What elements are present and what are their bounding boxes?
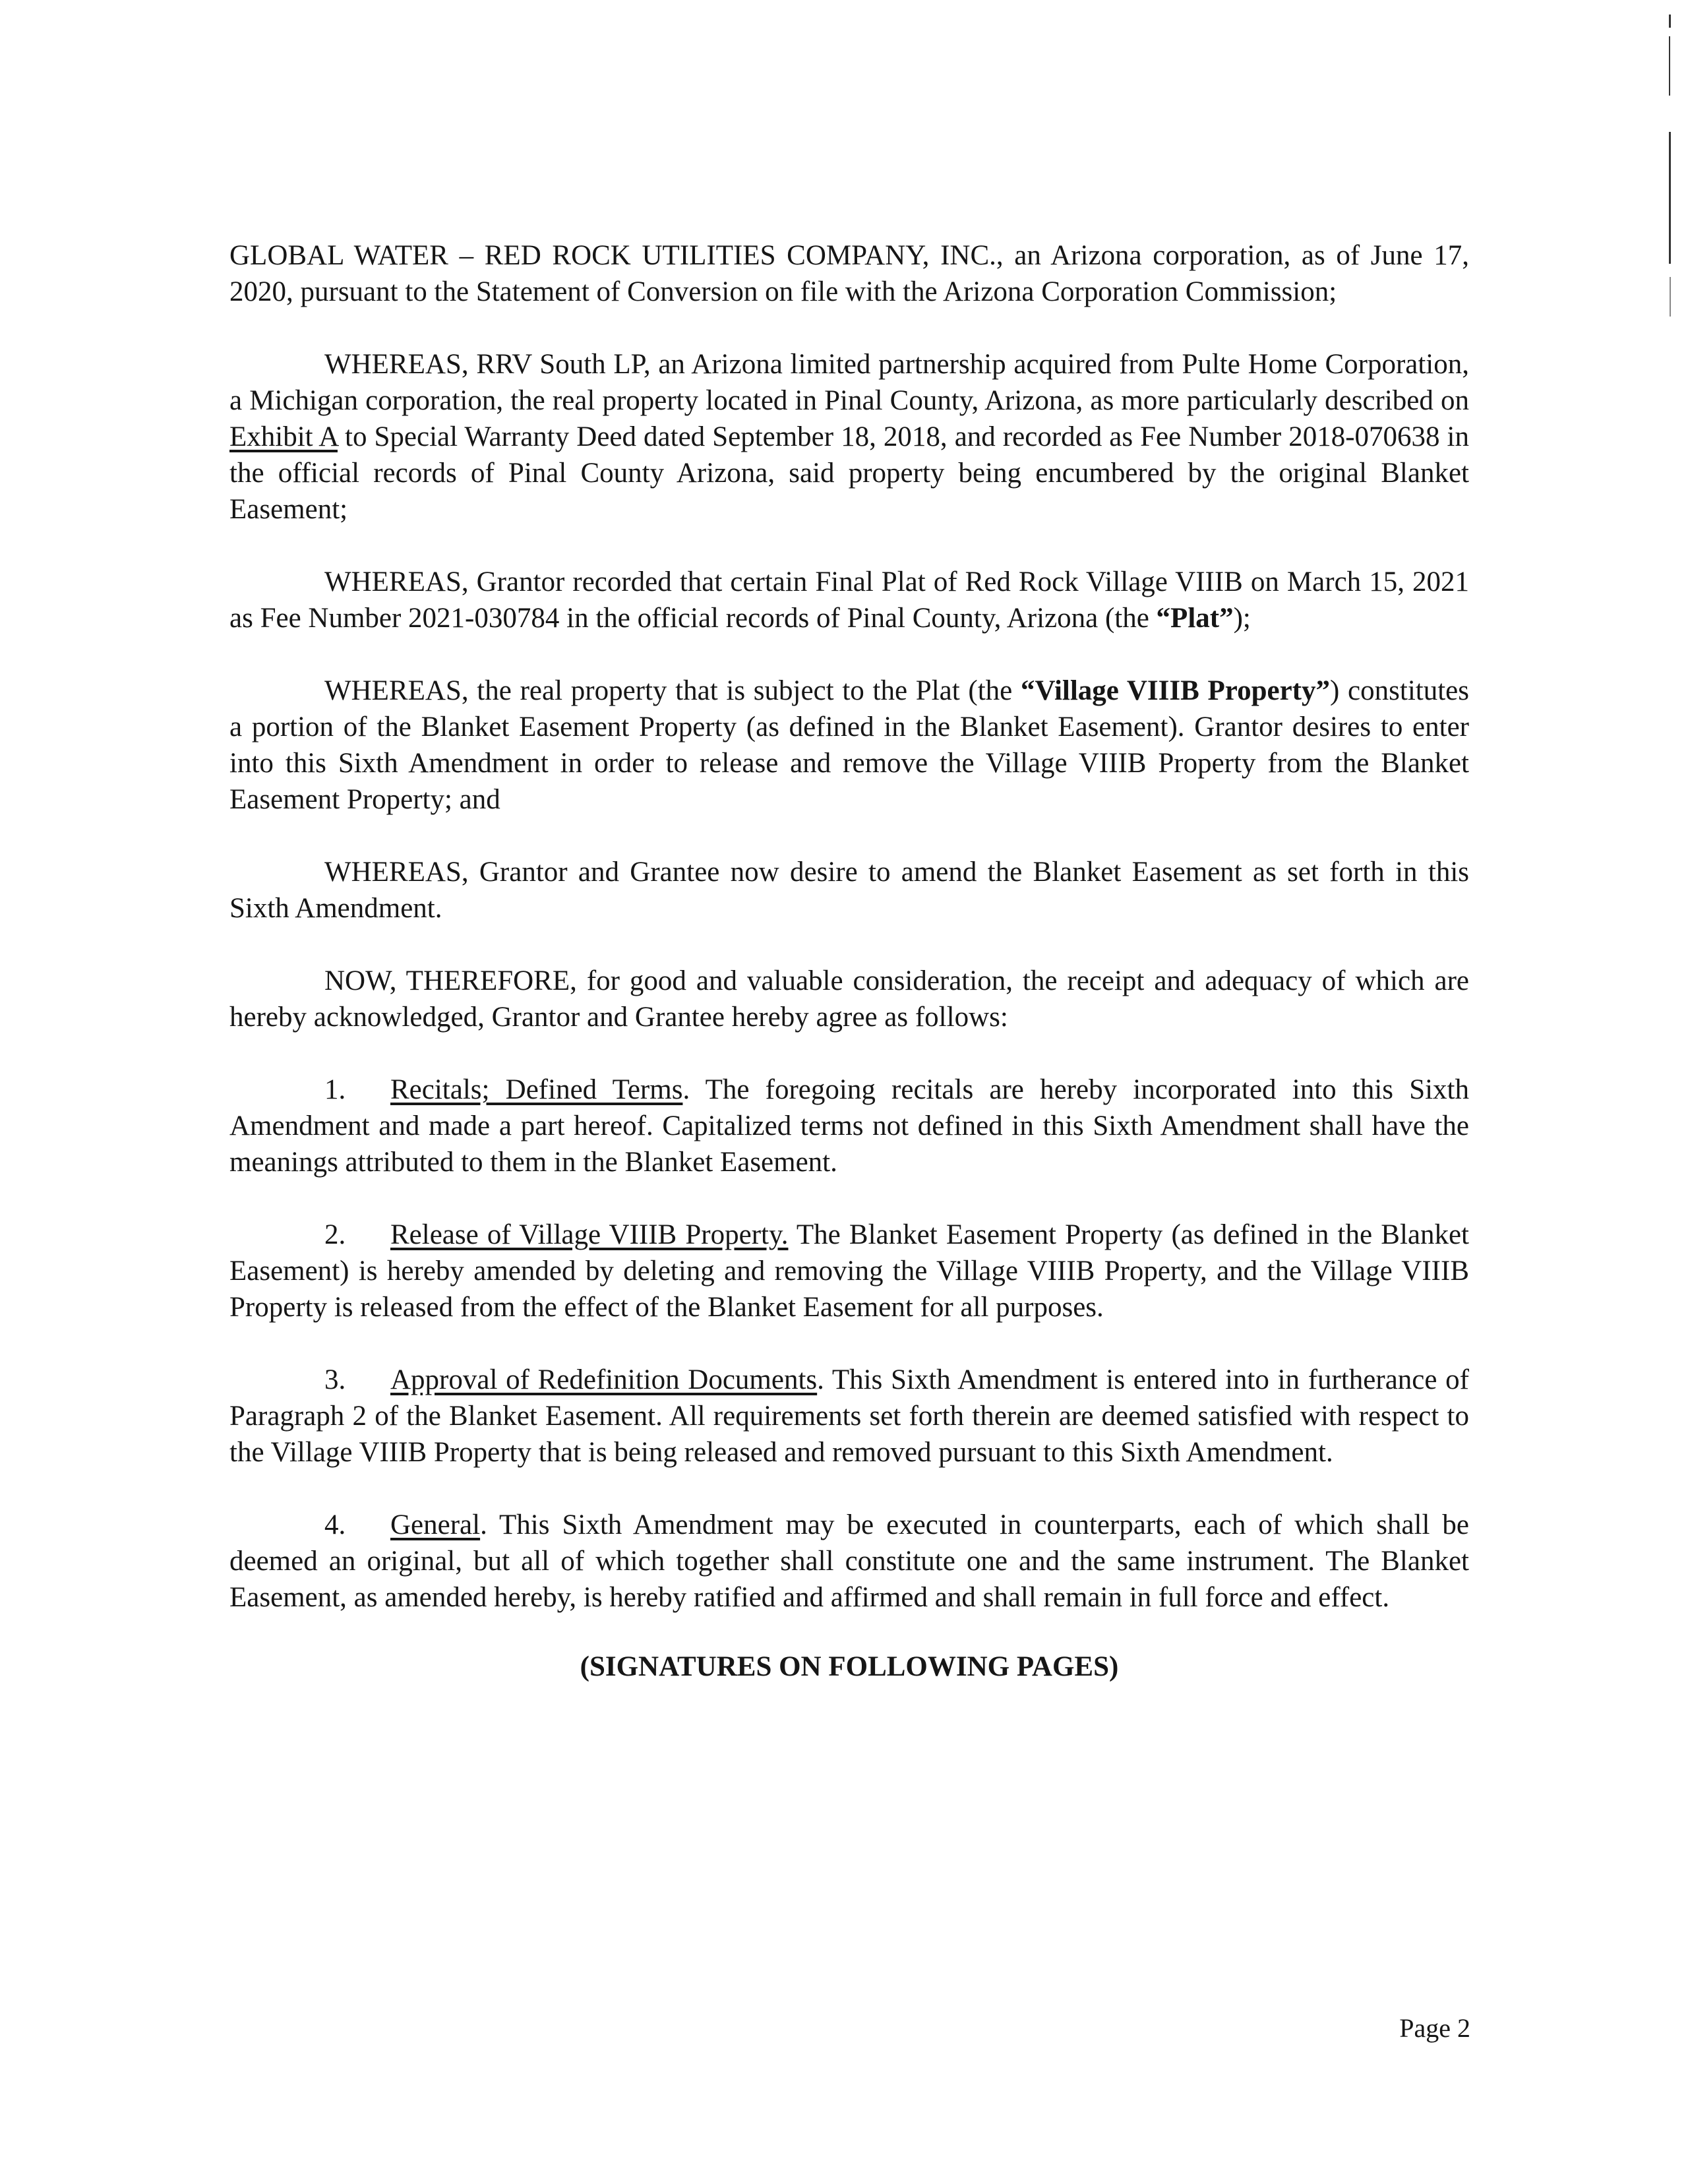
section-text: . The foregoing recitals are hereby incorporated into this Sixth Amendment and made a part hereof. Capitalized terms not defined in this Sixth Amendment shall have the meanings attributed to them in the Blanket Easement. [229, 1074, 1469, 1178]
section-number: 3. [324, 1364, 346, 1395]
scan-edge-mark [1669, 15, 1671, 28]
document-body [229, 237, 1469, 1685]
section-number: 1. [324, 1074, 346, 1105]
section-title: Release of Village VIIIB Property. [390, 1219, 789, 1250]
page-number: Page 2 [1399, 2013, 1470, 2043]
section-3 [229, 1362, 1469, 1471]
whereas-3-text-cont: ) constitutes a portion of the Blanket Easement Property (as defined in the Blanket Easement). Grantor desires to enter into this Sixth Amendment in order to release and remove the Village VIIIB Property from the Blanket Easement Property; and [229, 675, 1469, 815]
section-title: Recitals; Defined Terms [390, 1074, 683, 1105]
section-text: . This Sixth Amendment may be executed in counterparts, each of which shall be deemed an original, but all of which together shall constitute one and the same instrument. The Blanket Easement, as amended hereby, is hereby ratified and affirmed and shall remain in full force and effect. [229, 1509, 1469, 1613]
scan-edge-mark [1670, 277, 1671, 317]
section-4 [229, 1507, 1469, 1616]
signatures-heading: (SIGNATURES ON FOLLOWING PAGES) [580, 1651, 1119, 1682]
exhibit-a-reference: Exhibit A [229, 421, 338, 452]
scan-edge-mark [1669, 132, 1671, 264]
plat-term: “Plat” [1156, 603, 1234, 634]
whereas-1-text-cont: to Special Warranty Deed dated September 18, 2018, and recorded as Fee Number 2018-070638 in the official records of Pinal County Arizona, said property being encumbered by the original Blanket Easement; [229, 421, 1469, 525]
intro-paragraph: GLOBAL WATER – RED ROCK UTILITIES COMPANY, INC., an Arizona corporation, as of June 17, 2020, pursuant to the Statement of Conversion on file with the Arizona Corporation Commission; [229, 240, 1469, 307]
whereas-2-text-cont: ); [1233, 603, 1251, 634]
section-text: The Blanket Easement Property (as defined in the Blanket Easement) is hereby amended by deleting and removing the Village VIIIB Property, and the Village VIIIB Property is released from the effect of the Blanket Easement for all purposes. [229, 1219, 1470, 1323]
section-text: . This Sixth Amendment is entered into in furtherance of Paragraph 2 of the Blanket Easement. All requirements set forth therein are deemed satisfied with respect to the Village VIIIB Property that is being released and removed pursuant to this Sixth Amendment. [229, 1364, 1469, 1468]
section-title: Approval of Redefinition Documents [390, 1364, 818, 1395]
section-title: General [390, 1509, 481, 1540]
section-2 [229, 1217, 1469, 1325]
whereas-1-text: WHEREAS, RRV South LP, an Arizona limited partnership acquired from Pulte Home Corporation, a Michigan corporation, the real property located in Pinal County, Arizona, as more particularly described on [229, 349, 1469, 416]
section-number: 4. [324, 1509, 346, 1540]
whereas-3-text: WHEREAS, the real property that is subject to the Plat (the [324, 675, 1021, 706]
whereas-paragraph-3 [229, 673, 1469, 818]
village-property-term: “Village VIIIB Property” [1021, 675, 1330, 706]
section-number: 2. [324, 1219, 346, 1250]
whereas-paragraph-1 [229, 346, 1469, 528]
scan-edge-mark [1669, 36, 1670, 96]
whereas-2-text: WHEREAS, Grantor recorded that certain Final Plat of Red Rock Village VIIIB on March 15, 2021 as Fee Number 2021-030784 in the official records of Pinal County, Arizona (the [229, 566, 1469, 634]
whereas-paragraph-4: WHEREAS, Grantor and Grantee now desire to amend the Blanket Easement as set forth in this Sixth Amendment. [229, 857, 1469, 924]
now-therefore-paragraph: NOW, THEREFORE, for good and valuable consideration, the receipt and adequacy of which are hereby acknowledged, Grantor and Grantee hereby agree as follows: [229, 965, 1469, 1033]
section-1 [229, 1072, 1469, 1180]
whereas-paragraph-2 [229, 564, 1469, 636]
